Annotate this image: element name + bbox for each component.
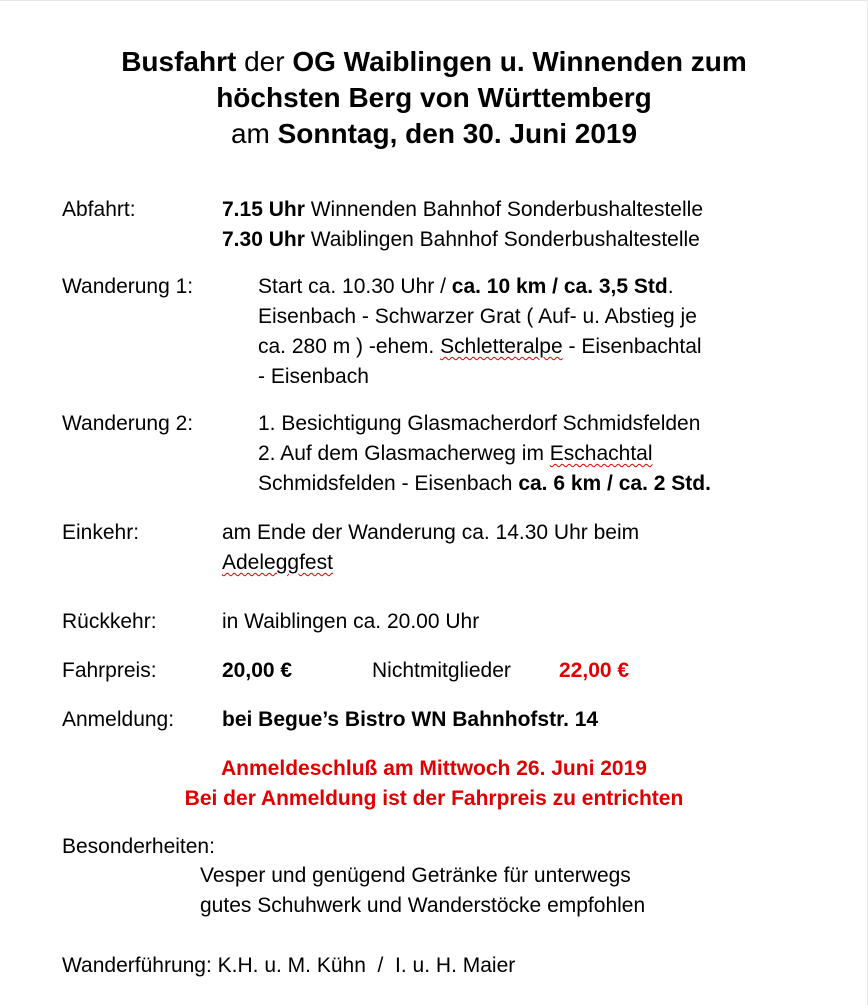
einkehr-label: Einkehr: <box>62 521 140 544</box>
wanderung2-line-1: 1. Besichtigung Glasmacherdorf Schmidsfelden <box>258 412 701 435</box>
besonderheiten-label: Besonderheiten: <box>62 835 215 858</box>
title-line-1: Busfahrt der OG Waiblingen u. Winnenden zum <box>121 46 747 77</box>
wanderung2-line-3: Schmidsfelden - Eisenbach ca. 6 km / ca. 2 Std. <box>258 472 711 495</box>
anmeldung-text: bei Begue’s Bistro WN Bahnhofstr. 14 <box>222 708 599 731</box>
fahrpreis-label: Fahrpreis: <box>62 659 157 682</box>
einkehr-line-1: am Ende der Wanderung ca. 14.30 Uhr beim <box>222 521 640 544</box>
wanderung1-line-4: - Eisenbach <box>258 365 369 388</box>
member-price: 20,00 € <box>222 659 293 682</box>
flyer-title <box>0 44 868 152</box>
rueckkehr-label: Rückkehr: <box>62 610 157 633</box>
spellcheck-word-eschachtal: Eschachtal <box>549 442 653 465</box>
abfahrt-label: Abfahrt: <box>62 198 136 221</box>
title-line-3: am Sonntag, den 30. Juni 2019 <box>230 118 638 149</box>
nonmember-price: 22,00 € <box>559 659 630 682</box>
wanderung1-line-3: ca. 280 m ) -ehem. Schletteralpe - Eisenbachtal <box>258 335 702 358</box>
anmeldung-label: Anmeldung: <box>62 708 175 731</box>
wanderung1-line-2: Eisenbach - Schwarzer Grat ( Auf- u. Abstieg je <box>258 305 697 328</box>
title-line-2: höchsten Berg von Württemberg <box>216 82 652 113</box>
wanderung1-label: Wanderung 1: <box>62 275 194 298</box>
spellcheck-word-adeleggfest: Adeleggfest <box>222 551 333 574</box>
wanderfuehrung-line: Wanderführung: K.H. u. M. Kühn / I. u. H. Maier <box>62 954 516 977</box>
abfahrt-line-1: 7.15 Uhr Winnenden Bahnhof Sonderbushaltestelle <box>222 198 703 221</box>
wanderung2-line-2: 2. Auf dem Glasmacherweg im Eschachtal <box>258 442 653 465</box>
besonderheiten-line-1: Vesper und genügend Getränke für unterwegs <box>200 864 631 887</box>
wanderung2-label: Wanderung 2: <box>62 412 194 435</box>
einkehr-line-2 <box>222 548 333 578</box>
payment-notice: Bei der Anmeldung ist der Fahrpreis zu entrichten <box>184 787 684 810</box>
nonmember-label: Nichtmitglieder <box>372 659 511 682</box>
abfahrt-line-2: 7.30 Uhr Waiblingen Bahnhof Sonderbushaltestelle <box>222 228 700 251</box>
besonderheiten-line-2: gutes Schuhwerk und Wanderstöcke empfohlen <box>200 894 646 917</box>
spellcheck-word-schletteralpe: Schletteralpe <box>440 335 563 358</box>
rueckkehr-text: in Waiblingen ca. 20.00 Uhr <box>222 610 480 633</box>
deadline-notice: Anmeldeschluß am Mittwoch 26. Juni 2019 <box>221 757 647 780</box>
wanderung1-line-1: Start ca. 10.30 Uhr / ca. 10 km / ca. 3,5 Std. <box>258 275 674 298</box>
frame-border-top <box>0 0 868 1</box>
